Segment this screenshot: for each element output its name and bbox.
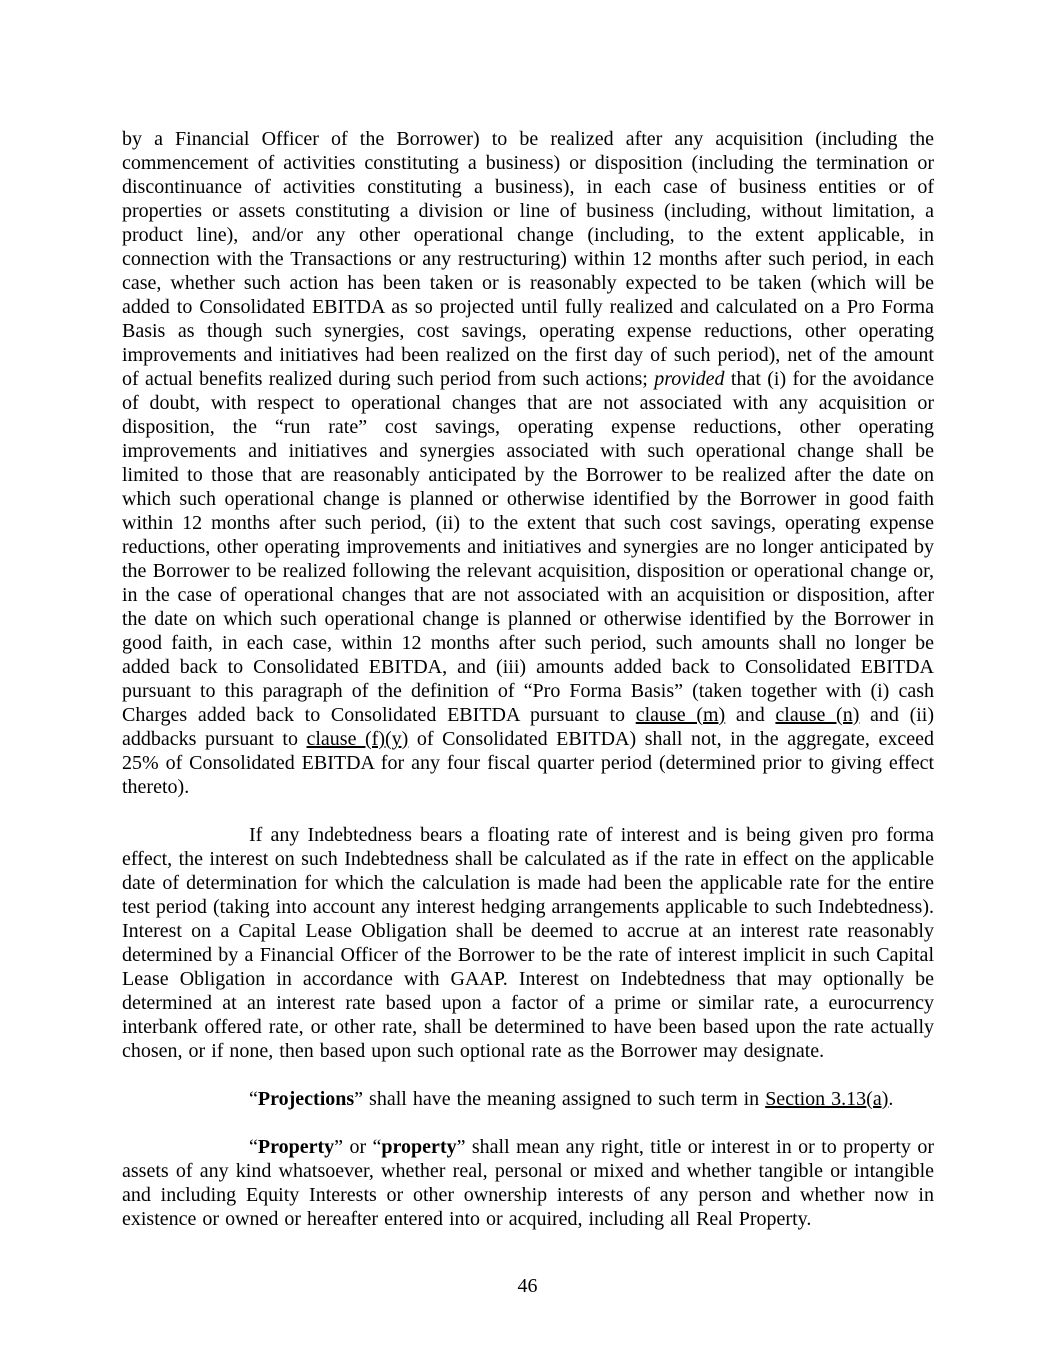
text-run: that (i) for the avoidance of doubt, with respect to operational changes that are not associated with any acquisition or disposition, the “run rate” cost savings, operating expense reductions, other operating improvements and initiatives and synergies associated with such operational change shall be limited to those that are reasonably anticipated by the Borrower to be realized after the date on which such operational change is planned or otherwise identified by the Borrower in good faith within 12 months after such period, (ii) to the extent that such cost savings, operating expense reductions, other operating improvements and initiatives and synergies are no longer anticipated by the Borrower to be realized following the relevant acquisition, disposition or operational change or, in the case of operational changes that are not associated with an acquisition or disposition, after the date on which such operational change is planned or otherwise identified by the Borrower in good faith, in each case, within 12 months after such period, such amounts shall no longer be added back to Consolidated EBITDA, and (iii) amounts added back to Consolidated EBITDA pursuant to this paragraph of the definition of “Pro Forma Basis” (taken together with (i) cash Charges added back to Consolidated EBITDA pursuant to [122,368,934,726]
defined-term-projections: Projections [257,1088,355,1110]
paragraph-projections-definition [122,1087,934,1111]
text-block [122,127,934,1255]
text-run: by a Financial Officer of the Borrower) to be realized after any acquisition (including the commencement of activities constituting a business) or disposition (including the termination or discontinuance of activities constituting a business), in each case of business entities or of properties or assets constituting a division or line of business (including, without limitation, a product line), and/or any other operational change (including, to the extent applicable, in connection with the Transactions or any restructuring) within 12 months after such period, in each case, whether such action has been taken or is reasonably expected to be taken (which will be added to Consolidated EBITDA as so projected until fully realized and calculated on a Pro Forma Basis as though such synergies, cost savings, operating expense reductions, other operating improvements and initiatives had been realized on the first day of such period), net of the amount of actual benefits realized during such period from such actions; [122,128,934,390]
text-run: ” shall mean any right, title or interest in or to property or assets of any kind whatsoever, whether real, personal or mixed and whether tangible or intangible and including Equity Interests or other ownership interests of any person and whether now in existence or owned or hereafter entered into or acquired, including all Real Property. [122,1136,934,1230]
cross-reference-clause-fy: clause (f)(y) [306,728,409,750]
text-run-italic-provided: provided [654,368,725,390]
text-run: If any Indebtedness bears a floating rate of interest and is being given pro forma effect, the interest on such Indebtedness shall be calculated as if the rate in effect on the applicable date of determination for which the calculation is made had been the applicable rate for the entire test period (taking into account any interest hedging arrangements applicable to such Indebtedness). Interest on a Capital Lease Obligation shall be deemed to accrue at an interest rate reasonably determined by a Financial Officer of the Borrower to be the rate of interest implicit in such Capital Lease Obligation in accordance with GAAP. Interest on Indebtedness that may optionally be determined at an interest rate based upon a factor of a prime or similar rate, a eurocurrency interbank offered rate, or other rate, shall be determined to have been based upon the rate actually chosen, or if none, then based upon such optional rate as the Borrower may designate. [122,824,934,1062]
text-run: and (ii) addbacks pursuant to [122,704,935,750]
text-run: ” or “ [334,1136,382,1158]
defined-term-property-capitalized: Property [257,1136,335,1158]
cross-reference-section-3-13-a: Section 3.13(a) [765,1088,889,1110]
defined-term-property-lowercase: property [381,1136,457,1158]
cross-reference-clause-n: clause (n) [775,704,860,726]
cross-reference-clause-m: clause (m) [635,704,726,726]
paragraph-property-definition [122,1135,934,1231]
text-run: “ [249,1136,258,1158]
text-run: and [725,704,776,726]
text-run: “ [249,1088,258,1110]
text-run: . [888,1088,894,1110]
paragraph-pro-forma-basis-continuation [122,127,934,799]
page-number: 46 [517,1275,538,1297]
text-run: of Consolidated EBITDA) shall not, in the aggregate, exceed 25% of Consolidated EBITDA for any four fiscal quarter period (determined prior to giving effect thereto). [122,728,934,798]
text-run: ” shall have the meaning assigned to such term in [354,1088,766,1110]
paragraph-floating-rate-interest [122,823,934,1063]
